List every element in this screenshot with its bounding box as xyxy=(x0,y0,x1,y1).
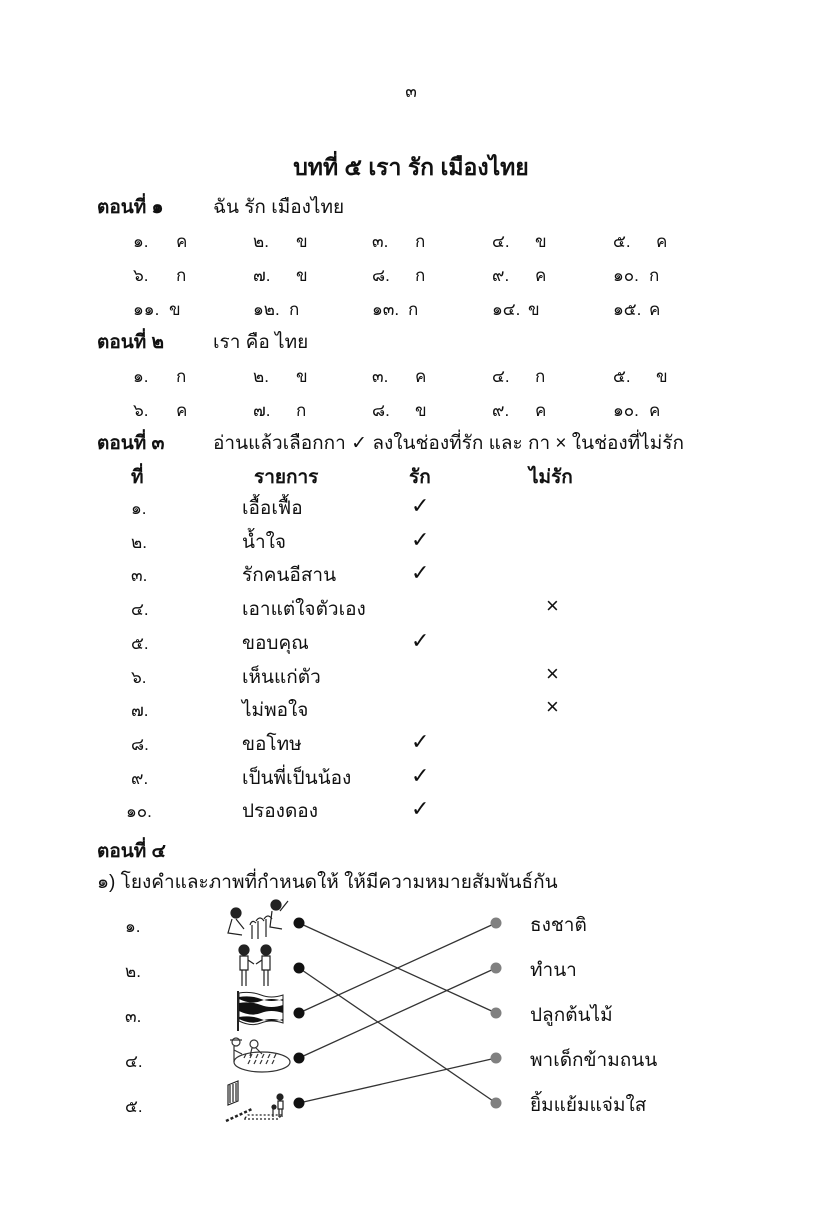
left-dot-icon xyxy=(294,1008,305,1019)
answer-choice: ก xyxy=(649,266,660,285)
answer-number: ๔. xyxy=(492,232,510,251)
answer-number: ๓. xyxy=(372,232,389,251)
answer-number: ๒. xyxy=(253,232,269,251)
left-dot-icon xyxy=(294,1098,305,1109)
answer-number: ๙. xyxy=(492,401,510,420)
check-icon: ✓ xyxy=(411,493,430,518)
answer-number: ๑๐. xyxy=(613,401,639,420)
item-number: ๔. xyxy=(125,1052,143,1071)
row-number: ๕. xyxy=(131,633,149,653)
answer-number: ๖. xyxy=(133,266,149,285)
row-item: ขอโทษ xyxy=(242,733,302,755)
answer-choice: ก xyxy=(176,266,187,285)
answer-choice: ก xyxy=(415,232,426,251)
check-icon: ✓ xyxy=(411,560,430,586)
left-dot-icon xyxy=(294,918,305,929)
right-dot-icon xyxy=(491,918,502,929)
check-icon: ✓ xyxy=(411,796,430,822)
part4-label: ตอนที่ ๔ xyxy=(97,841,166,862)
part2-label: ตอนที่ ๒ xyxy=(97,332,165,353)
connection-line xyxy=(299,968,496,1058)
answer-choice: ค xyxy=(535,266,547,285)
answer-number: ๑๕. xyxy=(613,300,642,319)
match-word: ยิ้มแย้มแจ่มใส xyxy=(530,1095,647,1116)
part1-label: ตอนที่ ๑ xyxy=(97,197,164,218)
answer-choice: ค xyxy=(415,367,427,386)
answer-number: ๕. xyxy=(613,232,631,251)
item-number: ๑. xyxy=(125,917,141,936)
item-number: ๒. xyxy=(125,962,141,981)
answer-number: ๖. xyxy=(133,401,149,420)
answer-choice: ค xyxy=(649,401,661,420)
row-number: ๖. xyxy=(131,667,147,687)
match-word: ทำนา xyxy=(530,960,577,981)
row-number: ๓. xyxy=(131,566,148,586)
answer-number: ๔. xyxy=(492,367,510,386)
answer-choice: ก xyxy=(415,266,426,285)
row-number: ๔. xyxy=(131,600,149,620)
answer-choice: ข xyxy=(296,266,308,285)
row-number: ๒. xyxy=(131,532,147,552)
answer-choice: ค xyxy=(656,232,668,251)
answer-choice: ค xyxy=(649,300,661,319)
answer-choice: ข xyxy=(415,401,427,420)
left-dot-icon xyxy=(294,1053,305,1064)
answer-choice: ข xyxy=(169,300,181,319)
item-number: ๓. xyxy=(125,1007,142,1026)
answer-choice: ค xyxy=(176,232,188,251)
answer-choice: ก xyxy=(289,300,300,319)
answer-number: ๕. xyxy=(613,367,631,386)
answer-number: ๑. xyxy=(133,367,149,386)
left-dot-icon xyxy=(294,963,305,974)
part1-heading: ฉัน รัก เมืองไทย xyxy=(213,197,345,218)
row-item: ขอบคุณ xyxy=(242,632,309,654)
part4-instruction: ๑) โยงคำและภาพที่กำหนดให้ ให้มีความหมายสัมพันธ์กัน xyxy=(97,872,558,893)
answer-number: ๙. xyxy=(492,266,510,285)
answer-choice: ข xyxy=(656,367,668,386)
row-item: ไม่พอใจ xyxy=(242,700,309,722)
answer-number: ๗. xyxy=(253,401,271,420)
row-number: ๘. xyxy=(131,734,149,754)
answer-choice: ข xyxy=(296,232,308,251)
cross-icon: × xyxy=(546,593,559,619)
answer-number: ๑๔. xyxy=(492,300,521,319)
answer-choice: ก xyxy=(296,401,307,420)
answer-number: ๑๐. xyxy=(613,266,639,285)
row-item: ปรองดอง xyxy=(242,801,318,823)
check-icon: ✓ xyxy=(411,762,430,788)
answer-choice: ก xyxy=(535,367,546,386)
row-item: เป็นพี่เป็นน้อง xyxy=(242,767,352,789)
page-number: ๓ xyxy=(405,82,417,101)
col-header-no: ที่ xyxy=(131,467,144,488)
answer-number: ๑๒. xyxy=(253,300,280,319)
row-number: ๙. xyxy=(131,768,149,788)
connection-line xyxy=(299,1058,496,1103)
answer-choice: ค xyxy=(176,401,188,420)
part3-instruction: อ่านแล้วเลือกกา ✓ ลงในช่องที่รัก และ กา × ในช่องที่ไม่รัก xyxy=(213,433,684,454)
check-icon: ✓ xyxy=(411,526,430,552)
answer-number: ๓. xyxy=(372,367,389,386)
cross-icon: × xyxy=(546,660,559,686)
right-dot-icon xyxy=(491,1008,502,1019)
row-item: เอาแต่ใจตัวเอง xyxy=(242,599,366,621)
row-item: รักคนอีสาน xyxy=(242,565,337,587)
answer-number: ๑๑. xyxy=(133,300,160,319)
answer-choice: ข xyxy=(535,232,547,251)
row-item: น้ำใจ xyxy=(242,531,287,553)
row-item: เอื้อเฟื้อ xyxy=(242,498,303,519)
answer-choice: ข xyxy=(296,367,308,386)
answer-number: ๑. xyxy=(133,232,149,251)
right-dot-icon xyxy=(491,963,502,974)
answer-number: ๗. xyxy=(253,266,271,285)
row-number: ๑๐. xyxy=(126,802,152,822)
col-header-not-love: ไม่รัก xyxy=(529,467,573,488)
answer-choice: ค xyxy=(535,401,547,420)
answer-number: ๒. xyxy=(253,367,269,386)
answer-choice: ก xyxy=(176,367,187,386)
answer-choice: ก xyxy=(408,300,419,319)
answer-choice: ข xyxy=(528,300,540,319)
match-word: ธงชาติ xyxy=(530,915,587,936)
answer-number: ๘. xyxy=(372,266,390,285)
row-number: ๗. xyxy=(131,701,149,721)
col-header-item: รายการ xyxy=(254,467,319,488)
right-dot-icon xyxy=(491,1053,502,1064)
right-dot-icon xyxy=(491,1098,502,1109)
connection-line xyxy=(299,968,496,1103)
part2-heading: เรา คือ ไทย xyxy=(213,332,309,353)
chapter-title-text: บทที่ ๕ เรา รัก เมืองไทย xyxy=(293,154,529,180)
col-header-love: รัก xyxy=(409,467,431,488)
item-number: ๕. xyxy=(125,1097,143,1116)
row-number: ๑. xyxy=(131,499,147,518)
answer-number: ๑๓. xyxy=(372,300,400,319)
match-word: ปลูกต้นไม้ xyxy=(530,1005,613,1026)
match-word: พาเด็กข้ามถนน xyxy=(530,1050,658,1071)
row-item: เห็นแก่ตัว xyxy=(242,666,321,688)
check-icon: ✓ xyxy=(411,728,430,754)
cross-icon: × xyxy=(546,694,559,720)
answer-number: ๘. xyxy=(372,401,390,420)
part3-label: ตอนที่ ๓ xyxy=(97,433,165,454)
check-icon: ✓ xyxy=(411,627,430,653)
